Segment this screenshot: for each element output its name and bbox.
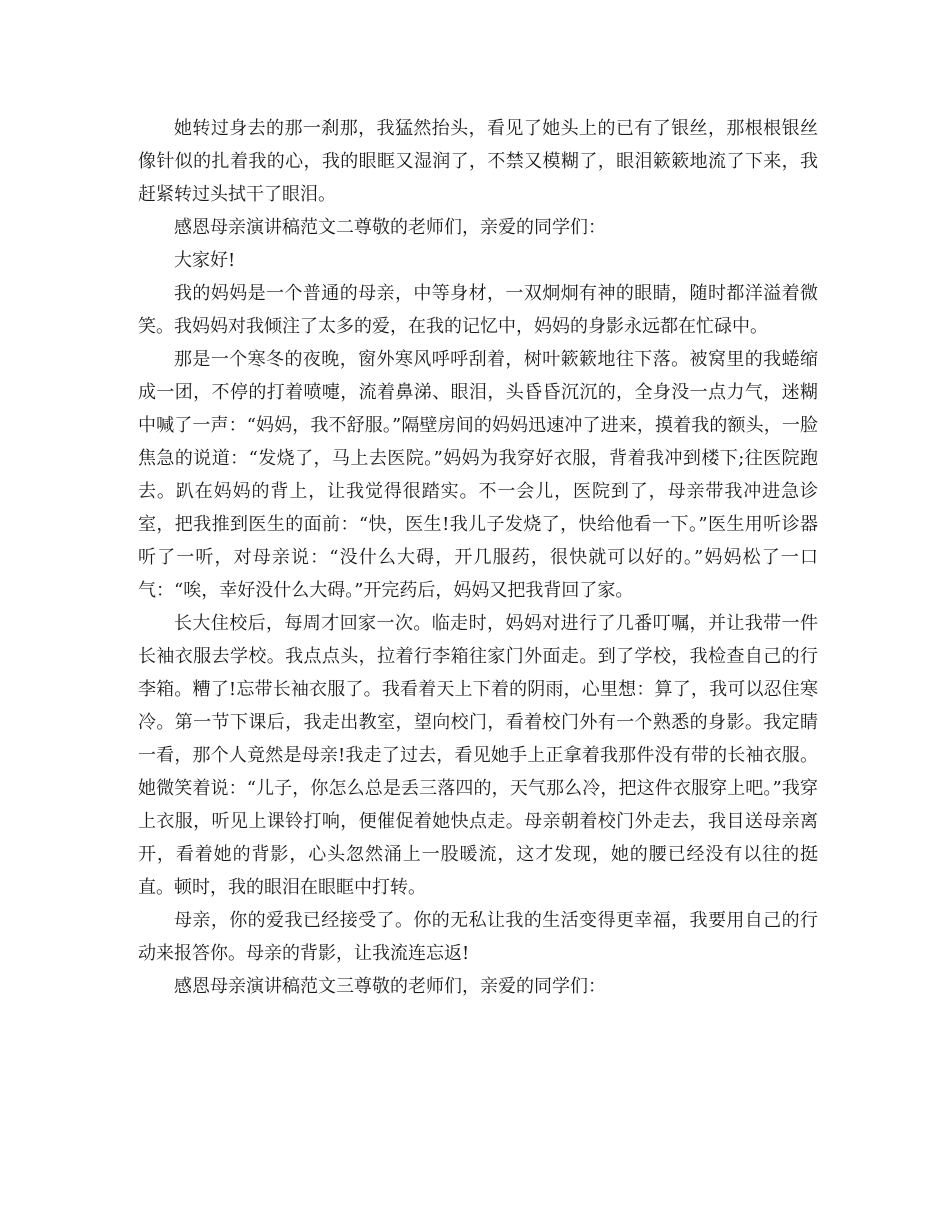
paragraph-4: 我的妈妈是一个普通的母亲，中等身材，一双炯炯有神的眼睛，随时都洋溢着微笑。我妈妈对我倾注了太多的爱，在我的记忆中，妈妈的身影永远都在忙碌中。 [138,283,818,337]
paragraph-7: 母亲，你的爱我已经接受了。你的无私让我的生活变得更幸福，我要用自己的行动来报答你。母亲的背影，让我流连忘返! [138,910,818,964]
section-heading-2: 感恩母亲演讲稿范文二尊敬的老师们，亲爱的同学们： [174,217,606,238]
section-heading-3: 感恩母亲演讲稿范文三尊敬的老师们，亲爱的同学们： [174,976,606,997]
document-body [138,112,818,1003]
paragraph-5: 那是一个寒冬的夜晚，窗外寒风呼呼刮着，树叶簌簌地往下落。被窝里的我蜷缩成一团，不停的打着喷嚏，流着鼻涕、眼泪，头昏昏沉沉的，全身没一点力气，迷糊中喊了一声：“妈妈，我不舒服。”隔壁房间的妈妈迅速冲了进来，摸着我的额头，一脸焦急的说道：“发烧了，马上去医院。”妈妈为我穿好衣服，背着我冲到楼下;往医院跑去。趴在妈妈的背上，让我觉得很踏实。不一会儿，医院到了，母亲带我冲进急诊室，把我推到医生的面前：“快，医生!我儿子发烧了，快给他看一下。”医生用听诊器听了一听，对母亲说：“没什么大碍，开几服药，很快就可以好的。”妈妈松了一口气：“唉，幸好没什么大碍。”开完药后，妈妈又把我背回了家。 [138,349,818,601]
paragraph-6: 长大住校后，每周才回家一次。临走时，妈妈对进行了几番叮嘱，并让我带一件长袖衣服去学校。我点点头，拉着行李箱往家门外面走。到了学校，我检查自己的行李箱。糟了!忘带长袖衣服了。我看着天上下着的阴雨，心里想：算了，我可以忍住寒冷。第一节下课后，我走出教室，望向校门，看着校门外有一个熟悉的身影。我定睛一看，那个人竟然是母亲!我走了过去，看见她手上正拿着我那件没有带的长袖衣服。她微笑着说：“儿子，你怎么总是丢三落四的，天气那么冷，把这件衣服穿上吧。”我穿上衣服，听见上课铃打响，便催促着她快点走。母亲朝着校门外走去，我目送母亲离开，看着她的背影，心头忽然涌上一股暖流，这才发现，她的腰已经没有以往的挺直。顿时，我的眼泪在眼眶中打转。 [138,613,818,898]
paragraph-1: 她转过身去的那一刹那，我猛然抬头，看见了她头上的已有了银丝，那根根银丝像针似的扎着我的心，我的眼眶又湿润了，不禁又模糊了，眼泪簌簌地流了下来，我赶紧转过头拭干了眼泪。 [138,118,818,205]
greeting: 大家好! [174,250,236,271]
